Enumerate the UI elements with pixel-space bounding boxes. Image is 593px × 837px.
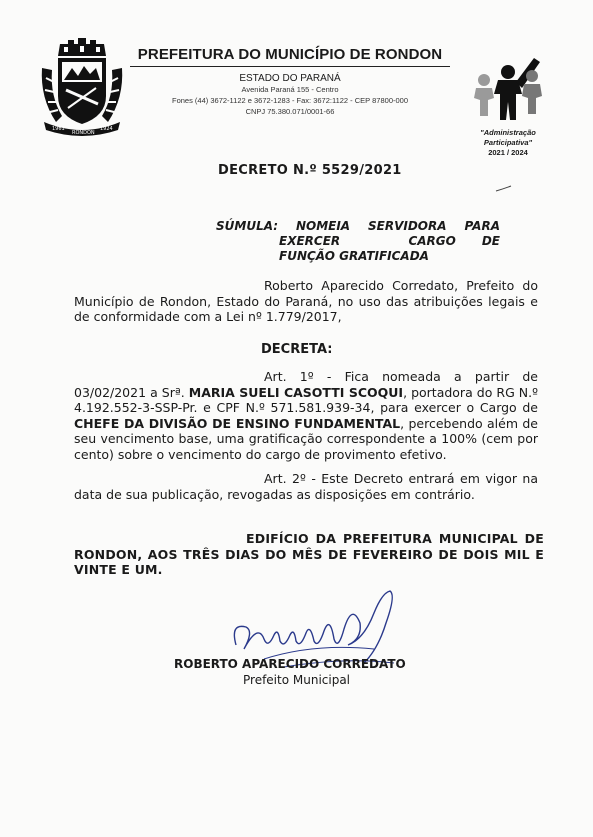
- administration-caption: [458, 128, 558, 158]
- article-1-text: Art. 1º - Fica nomeada a partir de 03/02/2021 a Srª.: [74, 369, 538, 400]
- administration-years: 2021 / 2024: [488, 148, 528, 157]
- administration-slogan: "Administração Participativa": [480, 128, 536, 147]
- summary-label: SÚMULA:: [216, 219, 279, 233]
- municipal-crest-logo: [38, 38, 126, 136]
- position-title: CHEFE DA DIVISÃO DE ENSINO FUNDAMENTAL: [74, 415, 401, 431]
- summary-word: FUNÇÃO GRATIFICADA: [279, 249, 429, 263]
- summary-word: PARA: [464, 219, 500, 233]
- summary-word: SERVIDORA: [368, 219, 447, 233]
- closing-paragraph: [74, 531, 544, 578]
- decreta-heading: DECRETA:: [261, 342, 333, 357]
- summary-block: [216, 219, 500, 264]
- cnpj: CNPJ 75.380.071/0001-66: [245, 107, 335, 116]
- intro-text: Roberto Aparecido Corredato, Prefeito do Município de Rondon, Estado do Paraná, no uso das atribuições legais e de conformidade com a Lei nº 1.779/2017,: [74, 278, 538, 325]
- article-1-text: , portadora do RG N.º 4.192.552-3-SSP-Pr. e CPF N.º 571.581.939-34, para exercer o Cargo de: [74, 384, 538, 416]
- state-name: ESTADO DO PARANÁ: [239, 73, 341, 84]
- administration-logo: [468, 50, 548, 128]
- phones: Fones (44) 3672-1122 e 3672-1283 - Fax: 3672:1122 - CEP 87800-000: [172, 96, 408, 105]
- address: Avenida Paraná 155 - Centro: [241, 85, 339, 94]
- article-1: [74, 369, 538, 463]
- appointee-name: MARIA SUELI CASOTTI SCOQUI: [188, 384, 404, 400]
- signer-name: ROBERTO APARECIDO CORREDATO: [174, 657, 406, 671]
- decree-title: DECRETO N.º 5529/2021: [218, 163, 402, 178]
- intro-paragraph: [74, 278, 538, 325]
- municipality-title: PREFEITURA DO MUNICÍPIO DE RONDON: [130, 46, 450, 67]
- article-2-text: Art. 2º - Este Decreto entrará em vigor na data de sua publicação, revogadas as disposições em contrário.: [74, 471, 538, 502]
- letterhead: [130, 46, 450, 117]
- pen-mark: [495, 185, 513, 193]
- article-2: [74, 471, 538, 502]
- closing-text: EDIFÍCIO DA PREFEITURA MUNICIPAL DE RONDON, AOS TRÊS DIAS DO MÊS DE FEVEREIRO DE DOIS MIL E VINTE E UM.: [74, 531, 544, 578]
- summary-word: NOMEIA: [295, 219, 351, 233]
- crest-year-right: 1924: [100, 126, 113, 132]
- crest-year-left: 1961: [52, 126, 65, 132]
- summary-word: EXERCER: [279, 234, 341, 248]
- crest-name: RONDON: [72, 130, 95, 136]
- summary-word: CARGO: [408, 234, 456, 248]
- article-1-text: , percebendo além de seu vencimento base, uma gratificação correspondente a 100% (cem por cento) sobre o vencimento do cargo de provimento efetivo.: [74, 415, 538, 462]
- summary-word: DE: [481, 234, 500, 248]
- signer-role: Prefeito Municipal: [243, 673, 351, 687]
